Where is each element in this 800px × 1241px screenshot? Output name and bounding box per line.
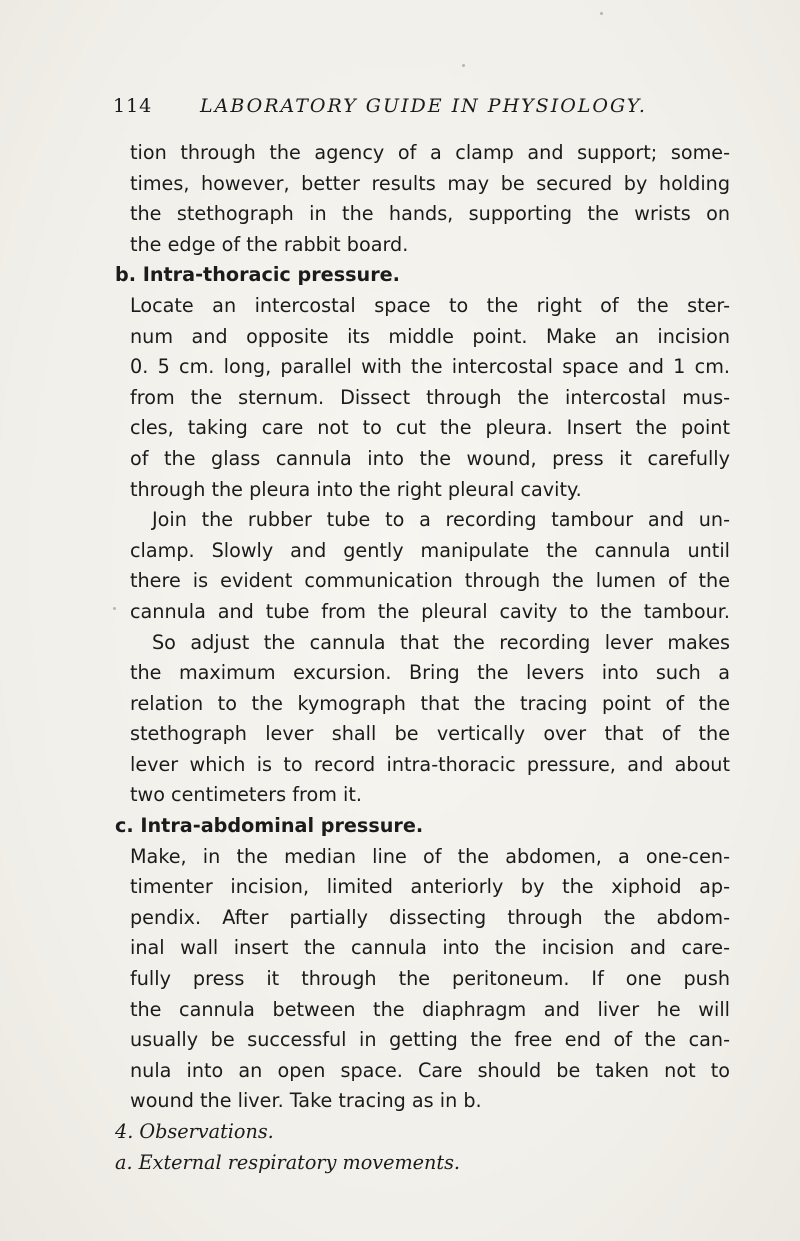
text-line: num and opposite its middle point. Make an incision xyxy=(130,324,730,348)
running-title: LABORATORY GUIDE IN PHYSIOLOGY. xyxy=(200,95,647,117)
text-line: inal wall insert the cannula into the incision and care- xyxy=(130,936,730,960)
text-line: of the glass cannula into the wound, press it carefully xyxy=(130,446,730,470)
text-line: relation to the kymograph that the tracing point of the xyxy=(130,691,730,715)
text-line: there is evident communication through the lumen of the xyxy=(130,569,730,593)
paper-speck xyxy=(600,12,603,15)
text-line: from the sternum. Dissect through the intercostal mus- xyxy=(130,385,730,409)
text-line: Join the rubber tube to a recording tambour and un- xyxy=(152,508,730,532)
text-line: cles, taking care not to cut the pleura. Insert the point xyxy=(130,416,730,440)
text-line: the cannula between the diaphragm and liver he will xyxy=(130,997,730,1021)
text-line: tion through the agency of a clamp and support; some- xyxy=(130,141,730,164)
text-line: cannula and tube from the pleural cavity to the tambour. xyxy=(130,599,730,623)
paper-speck xyxy=(113,607,116,610)
text-line: through the pleura into the right pleural cavity. xyxy=(130,477,582,501)
text-line: pendix. After partially dissecting through the abdom- xyxy=(130,905,730,929)
italic-heading: a. External respiratory movements. xyxy=(115,1150,461,1174)
text-line: Make, in the median line of the abdomen, a one-cen- xyxy=(130,844,730,868)
text-line: lever which is to record intra-thoracic pressure, and about xyxy=(130,752,730,776)
text-line: nula into an open space. Care should be taken not to xyxy=(130,1058,730,1082)
text-line: Locate an intercostal space to the right of the ster- xyxy=(130,293,730,317)
italic-heading: 4. Observations. xyxy=(115,1120,274,1143)
text-line: 0. 5 cm. long, parallel with the intercostal space and 1 cm. xyxy=(130,355,730,379)
text-line: the stethograph in the hands, supporting the wrists on xyxy=(130,202,730,226)
text-line: timenter incision, limited anteriorly by the xiphoid ap- xyxy=(130,875,730,899)
running-header xyxy=(113,95,753,125)
text-line: stethograph lever shall be vertically over that of the xyxy=(130,722,730,746)
text-line: wound the liver. Take tracing as in b. xyxy=(130,1089,482,1113)
text-line: the maximum excursion. Bring the levers into such a xyxy=(130,661,730,685)
text-line: the edge of the rabbit board. xyxy=(130,232,409,256)
paper-speck xyxy=(462,64,465,67)
section-heading: c. Intra-abdominal pressure. xyxy=(115,814,424,838)
page-number: 114 xyxy=(113,95,153,117)
body-text xyxy=(115,138,730,1178)
text-line: clamp. Slowly and gently manipulate the cannula until xyxy=(130,538,730,562)
text-line: two centimeters from it. xyxy=(130,783,362,807)
text-line: times, however, better results may be secured by holding xyxy=(130,171,730,195)
section-heading: b. Intra-thoracic pressure. xyxy=(115,263,400,287)
text-line: So adjust the cannula that the recording lever makes xyxy=(152,630,730,654)
text-line: usually be successful in getting the free end of the can- xyxy=(130,1028,730,1052)
text-line: fully press it through the peritoneum. If one push xyxy=(130,967,730,991)
